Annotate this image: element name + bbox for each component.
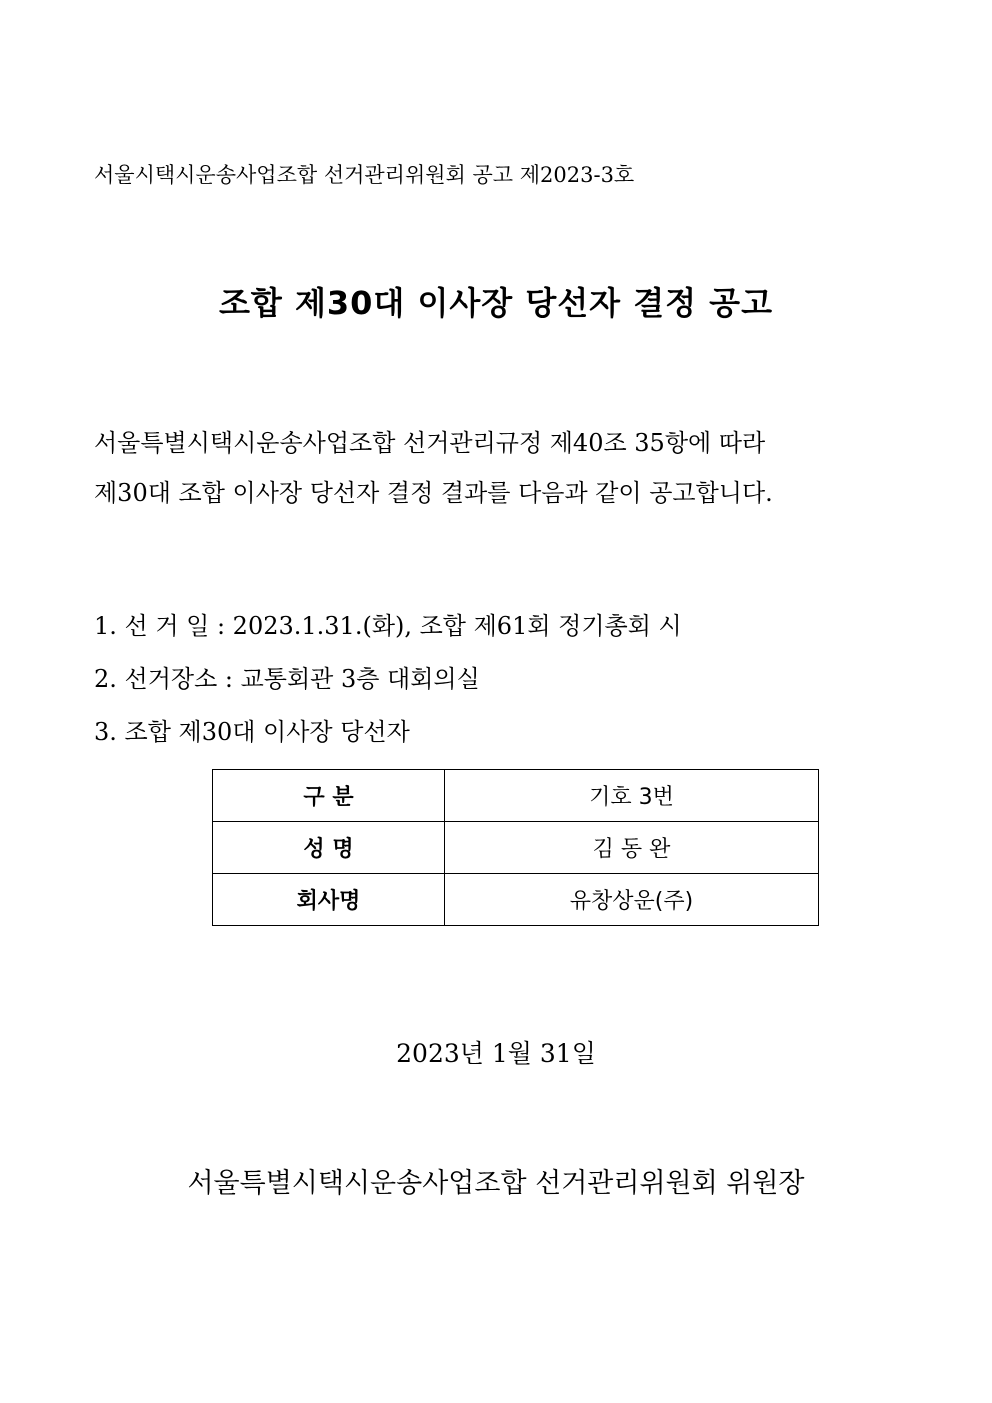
intro-paragraph [94,418,773,518]
item-list [94,600,682,759]
row-label: 성 명 [213,822,445,874]
intro-line: 서울특별시택시운송사업조합 선거관리규정 제40조 35항에 따라 [94,429,766,457]
list-item-elected-person: 3. 조합 제30대 이사장 당선자 [94,718,410,746]
result-table [212,769,819,926]
signature: 서울특별시택시운송사업조합 선거관리위원회 위원장 [187,1168,805,1199]
row-label: 구 분 [213,770,445,822]
intro-line: 제30대 조합 이사장 당선자 결정 결과를 다음과 같이 공고합니다. [94,479,773,507]
row-label: 회사명 [213,874,445,926]
row-value: 유창상운(주) [445,874,819,926]
table-row [213,874,819,926]
table-row [213,822,819,874]
list-item-election-place: 2. 선거장소 : 교통회관 3층 대회의실 [94,665,480,693]
row-value: 기호 3번 [445,770,819,822]
table-row [213,770,819,822]
list-item-election-date: 1. 선 거 일 : 2023.1.31.(화), 조합 제61회 정기총회 시 [94,612,682,640]
notice-date: 2023년 1월 31일 [396,1039,596,1068]
notice-number: 서울시택시운송사업조합 선거관리위원회 공고 제2023-3호 [94,163,635,187]
row-value: 김 동 완 [445,822,819,874]
page-title: 조합 제30대 이사장 당선자 결정 공고 [218,284,773,322]
